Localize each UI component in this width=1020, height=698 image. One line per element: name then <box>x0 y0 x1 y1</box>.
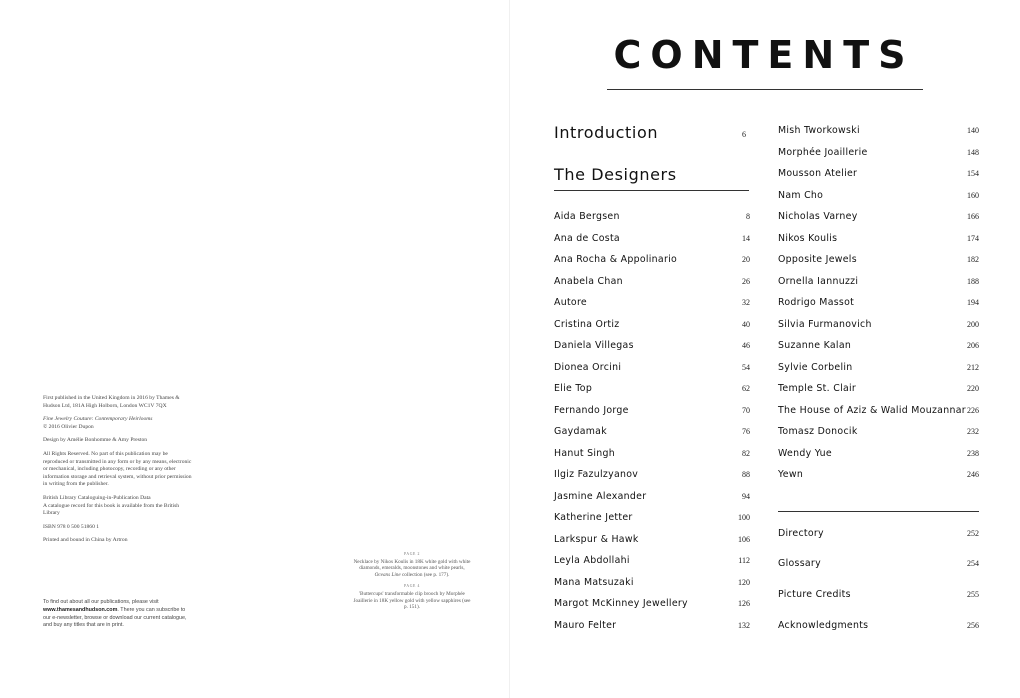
toc-entry[interactable] <box>778 469 979 483</box>
caption-page2-collection: Oceans Line <box>374 571 401 578</box>
title-rule <box>607 89 923 90</box>
toc-entry-page: 154 <box>967 169 979 178</box>
toc-entry-page: 254 <box>967 559 979 568</box>
toc-entry-page: 88 <box>742 470 750 479</box>
toc-entry[interactable] <box>554 254 750 268</box>
toc-entry-name: Ilgiz Fazulzyanov <box>554 469 639 480</box>
toc-entry-page: 126 <box>738 599 750 608</box>
toc-entry-name: Ana de Costa <box>554 232 620 244</box>
toc-entry-page: 174 <box>967 233 979 243</box>
toc-entry-page: 182 <box>967 255 979 264</box>
toc-entry-page: 14 <box>742 233 750 243</box>
toc-entry-name: Sylvie Corbelin <box>778 361 853 373</box>
toc-entry-page: 226 <box>967 405 979 415</box>
toc-entry-name: Suzanne Kalan <box>778 340 852 351</box>
toc-entry[interactable] <box>554 491 750 505</box>
introduction-page: 6 <box>742 130 746 139</box>
toc-entry[interactable] <box>778 589 979 603</box>
toc-entry[interactable] <box>778 233 979 247</box>
toc-entry-page: 238 <box>967 448 979 458</box>
toc-entry-name: Yewn <box>778 469 804 480</box>
toc-entry-page: 220 <box>967 384 979 393</box>
toc-entry-page: 70 <box>742 405 750 415</box>
toc-entry[interactable] <box>554 211 750 225</box>
toc-entry-page: 166 <box>967 212 979 221</box>
caption-page2-label: PAGE 2 <box>403 552 420 556</box>
toc-entry-page: 62 <box>742 384 750 393</box>
toc-entry-page: 76 <box>742 427 750 436</box>
toc-entry-page: 94 <box>742 491 750 501</box>
toc-entry-page: 252 <box>967 529 979 538</box>
toc-entry[interactable] <box>778 211 979 225</box>
colophon <box>43 395 193 551</box>
toc-entry-name: Glossary <box>778 558 821 569</box>
toc-entry-page: 160 <box>967 190 979 200</box>
toc-entry[interactable] <box>554 534 750 548</box>
designers-rule <box>554 190 749 191</box>
toc-entry-page: 20 <box>742 255 750 264</box>
toc-entry-page: 46 <box>742 341 750 350</box>
toc-entry-name: Temple St. Clair <box>778 383 857 394</box>
toc-entry[interactable] <box>554 598 750 612</box>
toc-entry-page: 246 <box>967 470 979 479</box>
toc-entry[interactable] <box>778 558 979 572</box>
end-matter-rule <box>778 511 979 512</box>
printed-line: Printed and bound in China by Artron <box>43 537 128 544</box>
toc-entry-page: 8 <box>746 212 750 221</box>
toc-entry-name: Picture Credits <box>778 589 851 600</box>
toc-entry-name: Katherine Jetter <box>554 512 633 523</box>
toc-entry-name: Jasmine Alexander <box>554 490 647 502</box>
toc-entry[interactable] <box>778 426 979 440</box>
caption-page4-text: 'Buttercups' transformable clip brooch by Morphée Joaillerie in 18K yellow gold with yellow sapphires (see p. 151). <box>353 590 471 611</box>
toc-entry-page: 188 <box>967 276 979 286</box>
book-title: Fine Jewelry Couture: Contemporary Heirlooms <box>43 416 153 423</box>
toc-entry-page: 132 <box>738 620 750 630</box>
toc-entry-name: Fernando Jorge <box>554 404 629 416</box>
toc-entry-name: Daniela Villegas <box>554 340 634 351</box>
toc-entry-page: 232 <box>967 427 979 436</box>
toc-entry-page: 255 <box>967 590 979 599</box>
toc-entry-name: Nikos Koulis <box>778 232 838 244</box>
toc-entry[interactable] <box>778 168 979 182</box>
caption-page2 <box>352 559 472 579</box>
title-copyright <box>43 416 193 431</box>
caption-page4-label: PAGE 4 <box>403 584 420 589</box>
toc-entry-name: Larkspur & Hawk <box>554 533 639 545</box>
toc-entry-page: 100 <box>738 513 750 522</box>
toc-entry[interactable] <box>778 319 979 333</box>
toc-entry-name: Morphée Joaillerie <box>778 146 868 158</box>
toc-entry[interactable] <box>778 125 979 139</box>
toc-entry-name: Opposite Jewels <box>778 254 857 265</box>
toc-entry-name: Silvia Furmanovich <box>778 318 872 330</box>
cip-line-1: British Library Cataloguing-in-Publication Data <box>43 494 151 501</box>
isbn: ISBN 978 0 500 51860 1 <box>43 523 100 530</box>
publications-note <box>43 599 193 630</box>
toc-entry-name: Directory <box>778 528 824 539</box>
toc-entry[interactable] <box>554 448 750 462</box>
toc-entry[interactable] <box>554 297 750 311</box>
toc-entry-page: 26 <box>742 276 750 286</box>
toc-entry-name: Mish Tworkowski <box>778 125 860 136</box>
toc-entry[interactable] <box>554 383 750 397</box>
toc-entry[interactable] <box>554 319 750 333</box>
toc-entry-name: Dionea Orcini <box>554 361 622 373</box>
toc-entry-page: 82 <box>742 448 750 458</box>
copyright-line: © 2016 Olivier Dupon <box>43 423 94 430</box>
toc-entry[interactable] <box>778 276 979 290</box>
toc-entry-name: Gaydamak <box>554 426 607 437</box>
toc-entry-name: Hanut Singh <box>554 447 616 459</box>
toc-entry[interactable] <box>554 469 750 483</box>
toc-entry[interactable] <box>778 190 979 204</box>
toc-entry[interactable] <box>778 405 979 419</box>
design-credit: Design by Amélie Bonhomme & Amy Preston <box>43 437 148 444</box>
contents-title: CONTENTS <box>613 33 915 77</box>
rights-notice: All Rights Reserved. No part of this publication may be reproduced or transmitted in any form or by any means, electronic or mechanical, including photocopy, recording or any other information storage and retrieval system, without prior permission in writing from the publisher. <box>43 450 192 488</box>
toc-entry-name: Rodrigo Massot <box>778 297 855 308</box>
toc-entry[interactable] <box>554 555 750 569</box>
toc-entry-page: 54 <box>742 362 750 372</box>
toc-entry-name: Tomasz Donocik <box>778 426 858 437</box>
toc-entry-page: 148 <box>967 147 979 157</box>
toc-entry-name: Aida Bergsen <box>554 211 620 222</box>
toc-entry-name: Anabela Chan <box>554 275 623 287</box>
toc-entry[interactable] <box>778 340 979 354</box>
toc-entry[interactable] <box>778 528 979 542</box>
toc-entry-page: 200 <box>967 319 979 329</box>
toc-entry[interactable] <box>778 362 979 376</box>
toc-entry[interactable] <box>778 297 979 311</box>
caption-page2-tail: collection (see p. 177). <box>401 571 450 578</box>
toc-entry[interactable] <box>554 426 750 440</box>
toc-entry-page: 120 <box>738 577 750 587</box>
toc-entry[interactable] <box>554 276 750 290</box>
toc-entry-page: 112 <box>738 556 750 565</box>
toc-entry-name: Ana Rocha & Appolinario <box>554 254 678 265</box>
toc-entry-name: Leyla Abdollahi <box>554 555 630 566</box>
toc-entry-name: Wendy Yue <box>778 447 832 459</box>
toc-entry-name: Mana Matsuzaki <box>554 576 634 588</box>
toc-entry-page: 40 <box>742 319 750 329</box>
toc-entry-name: Acknowledgments <box>778 620 869 631</box>
toc-entry-name: Autore <box>554 297 587 308</box>
toc-entry-page: 106 <box>738 534 750 544</box>
image-captions <box>352 551 472 616</box>
toc-entry[interactable] <box>554 340 750 354</box>
toc-entry-name: Mousson Atelier <box>778 168 858 179</box>
publications-intro: To find out about all our publications, please visit <box>43 599 159 605</box>
toc-entry-page: 212 <box>967 362 979 372</box>
toc-entry-name: Nam Cho <box>778 189 824 201</box>
toc-entry-page: 32 <box>742 298 750 307</box>
website-link: www.thamesandhudson.com <box>43 606 118 613</box>
toc-entry-name: Elie Top <box>554 383 593 394</box>
toc-entry-page: 206 <box>967 341 979 350</box>
toc-entry[interactable] <box>778 383 979 397</box>
toc-entry[interactable] <box>778 448 979 462</box>
introduction-heading[interactable]: Introduction <box>554 123 659 142</box>
toc-entry-page: 256 <box>967 621 979 630</box>
toc-entry[interactable] <box>778 147 979 161</box>
toc-entry[interactable] <box>778 254 979 268</box>
publications-rest: . There you can subscribe to our e-newsletter, browse or download our current catalogue, and buy any titles that are in print. <box>43 606 187 629</box>
caption-page2-text: Necklace by Nikos Koulis in 18K white gold with white diamonds, emeralds, moonstones and white pearls, <box>353 558 471 572</box>
cip-block <box>43 495 193 518</box>
toc-entry[interactable] <box>554 362 750 376</box>
toc-entry[interactable] <box>554 577 750 591</box>
gutter <box>509 0 510 698</box>
toc-entry[interactable] <box>778 620 979 634</box>
toc-entry[interactable] <box>554 512 750 526</box>
cip-line-2: A catalogue record for this book is available from the British Library <box>43 502 180 517</box>
toc-entry[interactable] <box>554 405 750 419</box>
toc-entry-name: The House of Aziz & Walid Mouzannar <box>778 404 966 416</box>
designers-heading: The Designers <box>554 165 677 184</box>
toc-entry[interactable] <box>554 620 750 634</box>
toc-entry-name: Nicholas Varney <box>778 211 858 222</box>
toc-entry-page: 194 <box>967 298 979 307</box>
first-published-note: First published in the United Kingdom in 2016 by Thames & Hudson Ltd, 181A High Holborn, London WC1V 7QX <box>43 395 180 409</box>
toc-entry[interactable] <box>554 233 750 247</box>
toc-entry-page: 140 <box>967 126 979 135</box>
toc-entry-name: Ornella Iannuzzi <box>778 275 859 287</box>
toc-entry-name: Cristina Ortiz <box>554 318 620 330</box>
toc-entry-name: Mauro Felter <box>554 619 617 631</box>
toc-entry-name: Margot McKinney Jewellery <box>554 598 688 609</box>
